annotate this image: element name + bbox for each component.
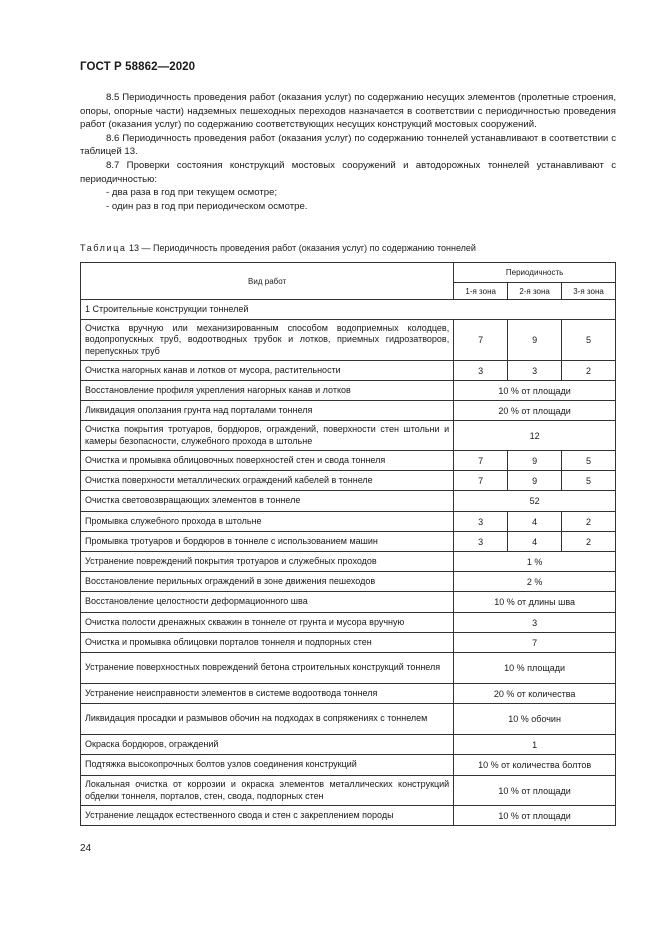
table-row: [81, 633, 616, 653]
periodicity-cell: 20 % от количества: [454, 684, 616, 704]
work-type-cell: Окраска бордюров, ограждений: [81, 735, 454, 755]
table-row: [81, 592, 616, 613]
table-row: [81, 532, 616, 552]
zone-3-cell: 5: [562, 451, 616, 471]
table-row: [81, 684, 616, 704]
table-row: [81, 704, 616, 735]
table-row: [81, 451, 616, 471]
section-row: 1 Строительные конструкции тоннелей: [81, 300, 616, 320]
table-row: [81, 776, 616, 806]
table-row: [81, 653, 616, 684]
zone-2-cell: 9: [508, 471, 562, 491]
work-type-cell: Устранение повреждений покрытия тротуаров и служебных проходов: [81, 552, 454, 572]
periodicity-cell: 52: [454, 491, 616, 512]
work-type-cell: Восстановление целостности деформационного шва: [81, 592, 454, 613]
document-code: ГОСТ Р 58862—2020: [80, 61, 196, 73]
work-type-cell: Очистка и промывка облицовки порталов тоннеля и подпорных стен: [81, 633, 454, 653]
periodicity-cell: 10 % от длины шва: [454, 592, 616, 613]
header-zone-2: 2-я зона: [508, 283, 562, 300]
work-type-cell: Промывка служебного прохода в штольне: [81, 512, 454, 532]
work-type-cell: Очистка покрытия тротуаров, бордюров, ограждений, поверхности стен штольни и камеры безопасности, служебного прохода в штольне: [81, 421, 454, 451]
table-row: [81, 381, 616, 401]
periodicity-cell: 1 %: [454, 552, 616, 572]
work-type-cell: Очистка поверхности металлических ограждений кабелей в тоннеле: [81, 471, 454, 491]
periodicity-cell: 3: [454, 613, 616, 633]
zone-3-cell: 5: [562, 471, 616, 491]
table-row: [81, 552, 616, 572]
table-row: [81, 471, 616, 491]
table-row: [81, 320, 616, 361]
zone-3-cell: 2: [562, 532, 616, 552]
zone-2-cell: 9: [508, 320, 562, 361]
work-type-cell: Промывка тротуаров и бордюров в тоннеле с использованием машин: [81, 532, 454, 552]
zone-1-cell: 3: [454, 532, 508, 552]
table-row: [81, 755, 616, 776]
periodicity-cell: 2 %: [454, 572, 616, 592]
periodicity-cell: 12: [454, 421, 616, 451]
table-row: [81, 491, 616, 512]
table-row: [81, 421, 616, 451]
zone-2-cell: 4: [508, 532, 562, 552]
work-type-cell: Восстановление профиля укрепления нагорных канав и лотков: [81, 381, 454, 401]
zone-1-cell: 7: [454, 451, 508, 471]
periodicity-table: [80, 262, 616, 826]
work-type-cell: Очистка полости дренажных скважин в тоннеле от грунта и мусора вручную: [81, 613, 454, 633]
table-row: [81, 401, 616, 421]
zone-2-cell: 4: [508, 512, 562, 532]
header-zone-3: 3-я зона: [562, 283, 616, 300]
periodicity-cell: 10 % от площади: [454, 776, 616, 806]
periodicity-cell: 10 % от площади: [454, 381, 616, 401]
table-row: [81, 572, 616, 592]
zone-3-cell: 2: [562, 361, 616, 381]
zone-1-cell: 3: [454, 361, 508, 381]
list-item: - один раз в год при периодическом осмотре.: [106, 200, 308, 212]
table-caption-label: Таблица: [80, 243, 127, 253]
work-type-cell: Устранение поверхностных повреждений бетона строительных конструкций тоннеля: [81, 653, 454, 684]
zone-2-cell: 9: [508, 451, 562, 471]
work-type-cell: Устранение неисправности элементов в системе водоотвода тоннеля: [81, 684, 454, 704]
header-zone-1: 1-я зона: [454, 283, 508, 300]
work-type-cell: Ликвидация оползания грунта над порталами тоннеля: [81, 401, 454, 421]
paragraph-8-6: 8.6 Периодичность проведения работ (оказания услуг) по содержанию тоннелей устанавливают в соответствии с таблицей 13.: [80, 132, 616, 158]
table-row: [81, 361, 616, 381]
periodicity-cell: 10 % обочин: [454, 704, 616, 735]
zone-1-cell: 7: [454, 320, 508, 361]
work-type-cell: Очистка нагорных канав и лотков от мусора, растительности: [81, 361, 454, 381]
periodicity-cell: 10 % площади: [454, 653, 616, 684]
work-type-cell: Очистка световозвращающих элементов в тоннеле: [81, 491, 454, 512]
paragraph-8-5: 8.5 Периодичность проведения работ (оказания услуг) по содержанию несущих элементов (пролетные строения, опоры, опорные части) надземных пешеходных переходов назначается в соответствии с периодичностью проведения работ (оказания услуг) по содержанию соответствующих несущих конструкций мостовых сооружений.: [80, 92, 616, 131]
periodicity-cell: 20 % от площади: [454, 401, 616, 421]
table-row: [81, 613, 616, 633]
list-item: - два раза в год при текущем осмотре;: [106, 187, 278, 199]
table-caption-text: 13 — Периодичность проведения работ (оказания услуг) по содержанию тоннелей: [129, 243, 476, 253]
work-type-cell: Очистка и промывка облицовочных поверхностей стен и свода тоннеля: [81, 451, 454, 471]
paragraph-8-7: 8.7 Проверки состояния конструкций мостовых сооружений и автодорожных тоннелей устанавливают с периодичностью:: [80, 159, 616, 185]
periodicity-cell: 7: [454, 633, 616, 653]
work-type-cell: Подтяжка высокопрочных болтов узлов соединения конструкций: [81, 755, 454, 776]
header-periodicity: Периодичность: [454, 263, 616, 283]
work-type-cell: Восстановление перильных ограждений в зоне движения пешеходов: [81, 572, 454, 592]
periodicity-cell: 10 % от площади: [454, 806, 616, 826]
page-number: 24: [80, 843, 92, 854]
work-type-cell: Очистка вручную или механизированным способом водоприемных колодцев, водопропускных труб, водоотводных трубок и лотков, приемных гидрозатворов, перепускных труб: [81, 320, 454, 361]
table-row: [81, 512, 616, 532]
zone-1-cell: 3: [454, 512, 508, 532]
table-caption: [80, 243, 616, 253]
table-row: [81, 735, 616, 755]
table-row: [81, 806, 616, 826]
work-type-cell: Ликвидация просадки и размывов обочин на подходах в сопряжениях с тоннелем: [81, 704, 454, 735]
zone-2-cell: 3: [508, 361, 562, 381]
section-text: [80, 91, 616, 213]
periodicity-cell: 1: [454, 735, 616, 755]
periodicity-cell: 10 % от количества болтов: [454, 755, 616, 776]
zone-3-cell: 2: [562, 512, 616, 532]
zone-1-cell: 7: [454, 471, 508, 491]
work-type-cell: Устранение лещадок естественного свода и стен с закреплением породы: [81, 806, 454, 826]
zone-3-cell: 5: [562, 320, 616, 361]
work-type-cell: Локальная очистка от коррозии и окраска элементов металлических конструкций обделки тоннеля, порталов, стен, свода, подпорных стен: [81, 776, 454, 806]
header-work-type: Вид работ: [81, 263, 454, 300]
